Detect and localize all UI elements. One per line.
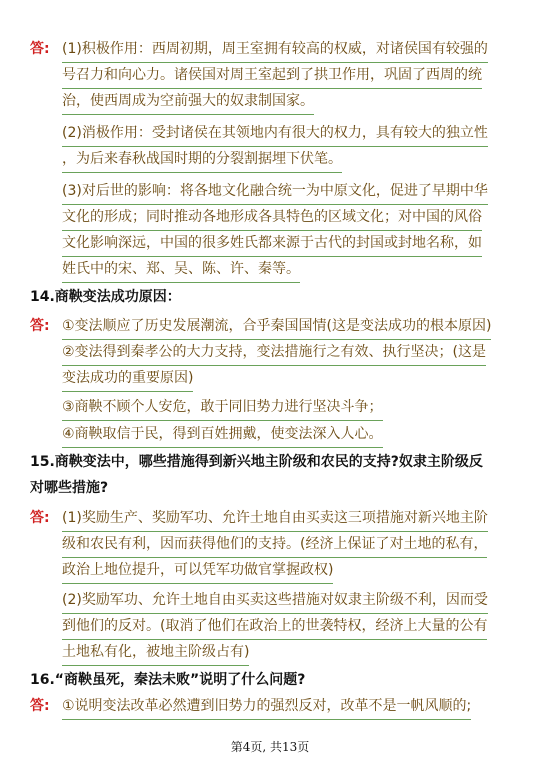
question-14: 14.商鞅变法成功原因： xyxy=(30,289,181,305)
answer-line: (2)奖励军功、允许土地自由买卖这些措施对奴隶主阶级不利，因而受 xyxy=(62,588,488,614)
answer-line: ②变法得到秦孝公的大力支持，变法措施行之有效、执行坚决；(这是 xyxy=(62,340,486,366)
question-16: 16.“商鞅虽死，秦法未败”说明了什么问题? xyxy=(30,672,306,688)
answer-line: 级和农民有利，因而获得他们的支持。(经济上保证了对土地的私有， xyxy=(62,532,487,558)
answer-line: ，为后来春秋战国时期的分裂割据埋下伏笔。 xyxy=(62,147,342,173)
answer-15 xyxy=(30,506,520,666)
answer-line: 变法成功的重要原因) xyxy=(62,366,193,392)
answer-label: 答: xyxy=(30,318,50,334)
answer-line: (1)奖励生产、奖励军功、允许土地自由买卖这三项措施对新兴地主阶 xyxy=(62,506,488,532)
answer-line: 政治上地位提升，可以凭军功做官掌握政权) xyxy=(62,558,333,584)
answer-label: 答: xyxy=(30,510,50,526)
answer-line: 号召力和向心力。诸侯国对周王室起到了拱卫作用，巩固了西周的统 xyxy=(62,63,482,89)
question-15-line: 15.商鞅变法中，哪些措施得到新兴地主阶级和农民的支持?奴隶主阶级反 xyxy=(30,454,483,470)
answer-line: 土地私有化，被地主阶级占有) xyxy=(62,640,249,666)
page-number-footer: 第4页, 共13页 xyxy=(230,740,310,754)
answer-label: 答: xyxy=(30,698,50,714)
answer-line: ①说明变法改革必然遭到旧势力的强烈反对，改革不是一帆风顺的; xyxy=(62,694,471,720)
answer-line: 文化影响深远，中国的很多姓氏都来源于古代的封国或封地名称，如 xyxy=(62,231,482,257)
answer-line: ③商鞅不顾个人安危，敢于同旧势力进行坚决斗争； xyxy=(62,395,383,421)
answer-line: ①变法顺应了历史发展潮流，合乎秦国国情(这是变法成功的根本原因) xyxy=(62,314,491,340)
answer-label: 答: xyxy=(30,41,50,57)
answer-line: 姓氏中的宋、郑、吴、陈、许、秦等。 xyxy=(62,257,300,283)
answer-line: (3)对后世的影响：将各地文化融合统一为中原文化，促进了早期中华 xyxy=(62,179,488,205)
answer-line: 文化的形成；同时推动各地形成各具特色的区域文化；对中国的风俗 xyxy=(62,205,482,231)
answer-line: (2)消极作用：受封诸侯在其领地内有很大的权力，具有较大的独立性 xyxy=(62,121,488,147)
answer-line: (1)积极作用：西周初期，周王室拥有较高的权威，对诸侯国有较强的 xyxy=(62,37,488,63)
answer-line: ④商鞅取信于民，得到百姓拥戴，使变法深入人心。 xyxy=(62,422,383,448)
answer-13 xyxy=(30,37,520,277)
answer-line: 到他们的反对。(取消了他们在政治上的世袭特权，经济上大量的公有 xyxy=(62,614,487,640)
answer-14 xyxy=(30,314,520,444)
question-15-line: 对哪些措施? xyxy=(30,480,109,496)
answer-line: 治，使西周成为空前强大的奴隶制国家。 xyxy=(62,89,314,115)
answer-16 xyxy=(30,694,520,720)
